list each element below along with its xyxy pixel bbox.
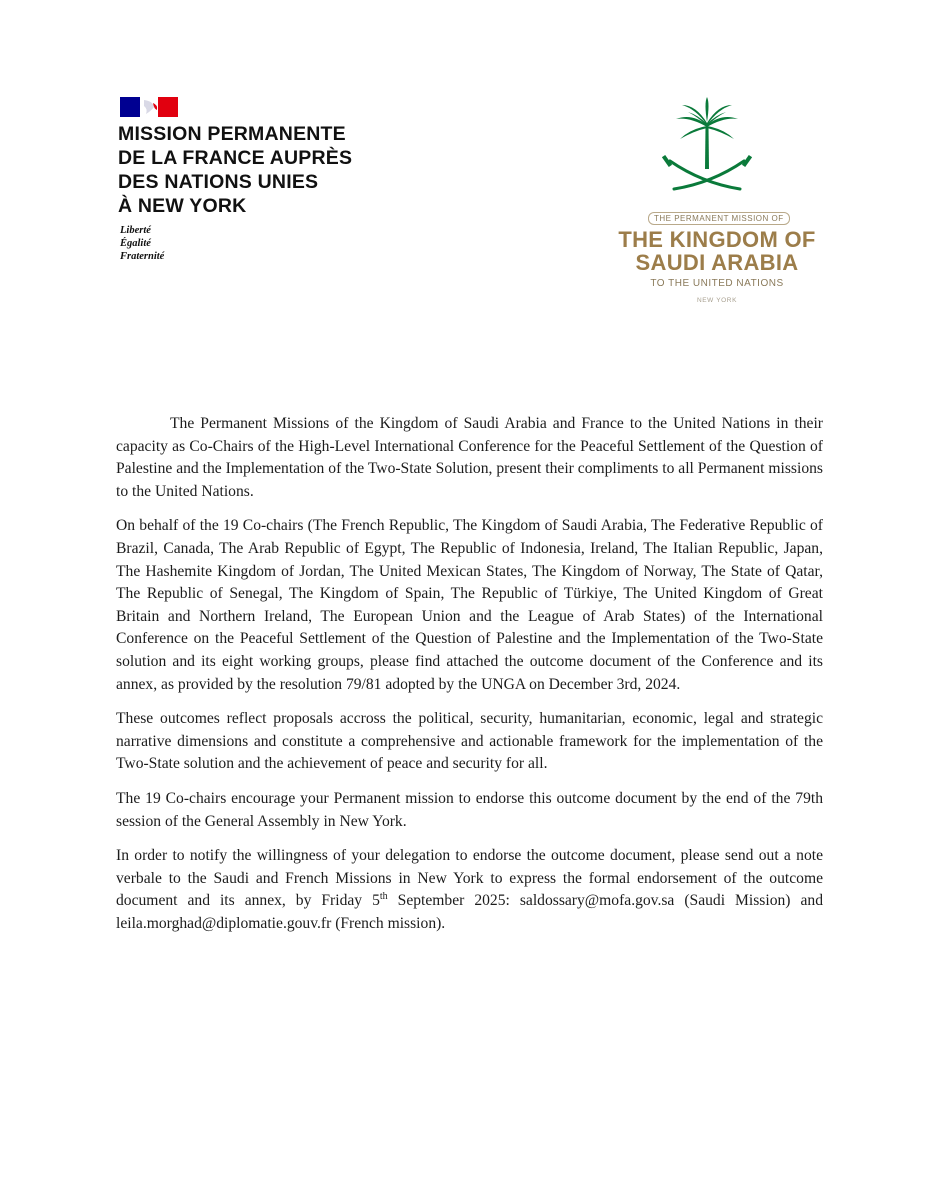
endorsement-text-end: September 2025: saldossary@mofa.gov.sa (Saudi Mission) and leila.morghad@diplomatie.gouv.fr (French mission). [116,892,823,932]
saudi-name-line: THE KINGDOM OF [618,227,816,252]
france-marianne-logo [120,97,178,117]
paragraph-encourage: The 19 Co-chairs encourage your Permanent mission to endorse this outcome document by the end of the 79th session of the General Assembly in New York. [116,789,823,830]
france-title-line: MISSION PERMANENTE [118,123,346,145]
paragraph-endorsement [116,845,823,935]
saudi-city: NEW YORK [696,297,738,304]
saudi-palm-swords-emblem [662,95,752,205]
paragraph-intro: The Permanent Missions of the Kingdom of Saudi Arabia and France to the United Nations in their capacity as Co-Chairs of the High-Level International Conference for the Peaceful Settlement of the Question of Palestine and the Implementation of the Two-State Solution, present their compliments to all Permanent missions to the United Nations. [116,415,823,500]
endorsement-text-start: In order to notify the willingness of your delegation to endorse the outcome document, please send out a note verbale to the Saudi and French Missions in New York to express the formal endorsement of the outcome document and its annex, by Friday 5 [116,847,823,910]
france-motto [120,224,164,263]
letter-body [116,413,823,947]
paragraph-outcomes: These outcomes reflect proposals accross the political, security, humanitarian, economic, legal and strategic narrative dimensions and constitute a comprehensive and actionable framework for the implementation of the Two-State solution and the achievement of peace and security for all. [116,710,823,773]
france-title-line: DE LA FRANCE AUPRÈS [118,147,353,169]
saudi-mission-caption: THE PERMANENT MISSION OF [648,212,790,225]
saudi-kingdom-name [612,228,822,274]
motto-egalite: Égalité [120,238,151,249]
saudi-subtitle: TO THE UNITED NATIONS [650,278,784,289]
motto-liberte: Liberté [120,225,151,236]
france-mission-title [118,122,352,218]
saudi-name-line: SAUDI ARABIA [635,250,799,275]
france-title-line: À NEW YORK [118,195,247,217]
ordinal-suffix: th [379,891,388,903]
motto-fraternite: Fraternité [120,251,165,262]
paragraph-co-chairs: On behalf of the 19 Co-chairs (The French Republic, The Kingdom of Saudi Arabia, The Federative Republic of Brazil, Canada, The Arab Republic of Egypt, The Republic of Indonesia, Ireland, The Italian Republic, Japan, The Hashemite Kingdom of Jordan, The United Mexican States, The Kingdom of Norway, The State of Qatar, The Republic of Senegal, The Kingdom of Spain, The Republic of Türkiye, The United Kingdom of Great Britain and Northern Ireland, The European Union and the League of Arab States) of the International Conference on the Peaceful Settlement of the Question of Palestine and the Implementation of the Two-State solution and its eight working groups, please find attached the outcome document of the Conference and its annex, as provided by the resolution 79/81 adopted by the UNGA on December 3rd, 2024. [116,517,823,693]
france-title-line: DES NATIONS UNIES [118,171,319,193]
